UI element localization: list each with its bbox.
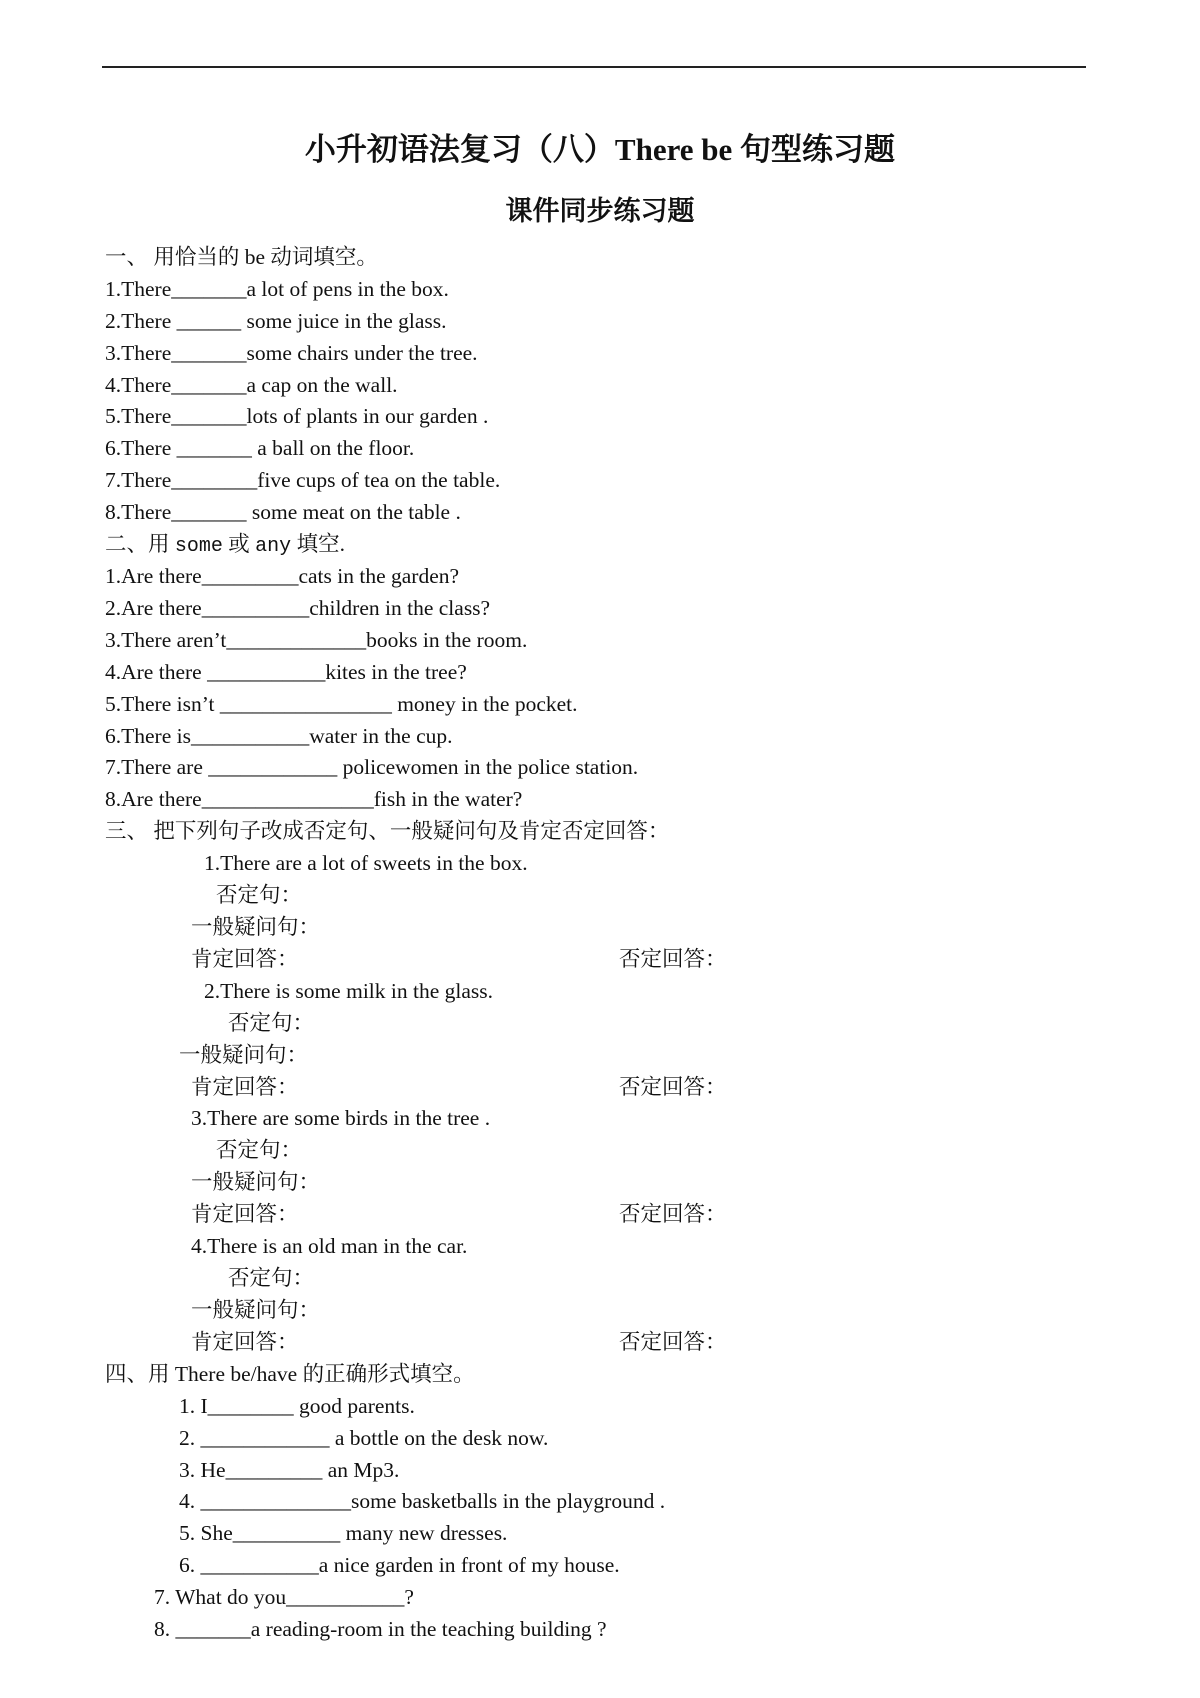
header-rule bbox=[102, 66, 1086, 68]
yes-answer-label: 肯定回答： bbox=[191, 1330, 299, 1354]
question-label: 一般疑问句： bbox=[191, 915, 321, 939]
section2-item: 2.Are there__________children in the class? bbox=[105, 596, 491, 620]
section2-heading-mid: 或 bbox=[222, 532, 256, 556]
section2-item: 7.There are ____________ policewomen in the police station. bbox=[105, 755, 639, 779]
section4-item: 1. I________ good parents. bbox=[179, 1394, 415, 1418]
section2-heading bbox=[105, 528, 345, 560]
section4-heading: 四、用 There be/have 的正确形式填空。 bbox=[105, 1362, 475, 1386]
section1-item: 5.There_______lots of plants in our garden . bbox=[105, 404, 489, 428]
section2-heading-some: some bbox=[174, 535, 223, 558]
no-answer-label: 否定回答： bbox=[619, 947, 727, 971]
section1-item: 4.There_______a cap on the wall. bbox=[105, 373, 398, 397]
section1-item: 8.There_______ some meat on the table . bbox=[105, 500, 461, 524]
question-label: 一般疑问句： bbox=[191, 1170, 321, 1194]
section1-item: 7.There________five cups of tea on the table. bbox=[105, 468, 501, 492]
section4-item: 6. ___________a nice garden in front of my house. bbox=[179, 1553, 620, 1577]
negative-label: 否定句： bbox=[228, 1266, 315, 1290]
section4-item: 4. ______________some basketballs in the playground . bbox=[179, 1489, 666, 1513]
section4-item: 5. She__________ many new dresses. bbox=[179, 1521, 508, 1545]
section1-item: 3.There_______some chairs under the tree. bbox=[105, 341, 478, 365]
yes-answer-label: 肯定回答： bbox=[191, 1075, 299, 1099]
yes-answer-label: 肯定回答： bbox=[191, 947, 299, 971]
section1-item: 1.There_______a lot of pens in the box. bbox=[105, 277, 449, 301]
section4-item: 7. What do you___________? bbox=[154, 1585, 414, 1609]
section3-sentence: 3.There are some birds in the tree . bbox=[191, 1106, 491, 1130]
no-answer-label: 否定回答： bbox=[619, 1330, 727, 1354]
section2-item: 6.There is___________water in the cup. bbox=[105, 724, 453, 748]
section1-item: 2.There ______ some juice in the glass. bbox=[105, 309, 447, 333]
section2-heading-suffix: 填空. bbox=[291, 532, 345, 556]
no-answer-label: 否定回答： bbox=[619, 1202, 727, 1226]
section3-sentence: 4.There is an old man in the car. bbox=[191, 1234, 468, 1258]
section1-item: 6.There _______ a ball on the floor. bbox=[105, 436, 415, 460]
section4-item: 3. He_________ an Mp3. bbox=[179, 1458, 400, 1482]
section2-item: 4.Are there ___________kites in the tree? bbox=[105, 660, 467, 684]
section4-item: 8. _______a reading-room in the teaching building ? bbox=[154, 1617, 607, 1641]
no-answer-label: 否定回答： bbox=[619, 1075, 727, 1099]
negative-label: 否定句： bbox=[216, 883, 303, 907]
yes-answer-label: 肯定回答： bbox=[191, 1202, 299, 1226]
section2-heading-any: any bbox=[255, 535, 292, 558]
page-title: 小升初语法复习（八）There be 句型练习题 bbox=[304, 132, 896, 167]
section3-heading: 三、 把下列句子改成否定句、一般疑问句及肯定否定回答： bbox=[105, 819, 670, 843]
question-label: 一般疑问句： bbox=[179, 1043, 309, 1067]
section2-item: 1.Are there_________cats in the garden? bbox=[105, 564, 460, 588]
section2-item: 8.Are there________________fish in the water? bbox=[105, 787, 523, 811]
negative-label: 否定句： bbox=[228, 1011, 315, 1035]
question-label: 一般疑问句： bbox=[191, 1298, 321, 1322]
section2-item: 5.There isn’t ________________ money in the pocket. bbox=[105, 692, 578, 716]
section2-heading-prefix: 二、用 bbox=[105, 532, 175, 556]
section3-sentence: 2.There is some milk in the glass. bbox=[204, 979, 494, 1003]
section3-sentence: 1.There are a lot of sweets in the box. bbox=[204, 851, 528, 875]
section4-item: 2. ____________ a bottle on the desk now. bbox=[179, 1426, 549, 1450]
page-subtitle: 课件同步练习题 bbox=[505, 196, 695, 226]
section2-item: 3.There aren’t_____________books in the room. bbox=[105, 628, 528, 652]
negative-label: 否定句： bbox=[216, 1138, 303, 1162]
section1-heading: 一、 用恰当的 be 动词填空。 bbox=[105, 245, 378, 269]
